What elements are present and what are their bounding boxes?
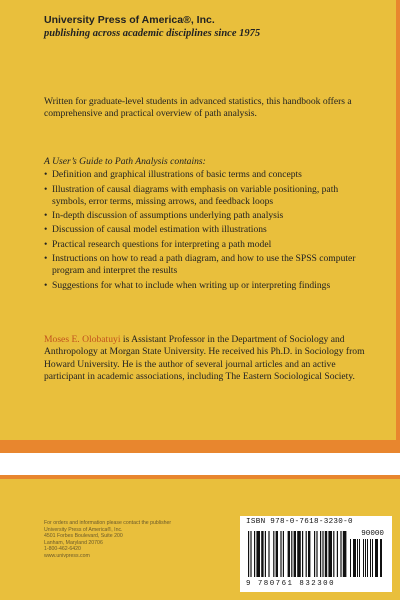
barcode-icon xyxy=(246,529,386,579)
barcode-bar xyxy=(302,531,303,577)
list-item-text: In-depth discussion of assumptions underlying path analysis xyxy=(52,210,284,222)
ean-digits: 9 780761 832300 xyxy=(246,580,336,588)
order-info xyxy=(44,520,214,560)
barcode-bar xyxy=(359,539,360,577)
bullet-icon: • xyxy=(44,169,48,181)
order-info-line: For orders and information please contact the publisher xyxy=(44,520,172,526)
author-name: Moses E. Olobatuyi xyxy=(44,334,121,345)
barcode-bar xyxy=(343,531,347,577)
price-code: 90000 xyxy=(361,530,384,538)
barcode-bar xyxy=(283,531,284,577)
list-item xyxy=(44,239,372,251)
bullet-icon: • xyxy=(44,224,48,236)
barcode-bar xyxy=(365,539,366,577)
barcode-bar xyxy=(370,539,371,577)
barcode-bar xyxy=(297,531,301,577)
publisher-header xyxy=(44,14,374,40)
barcode-bar xyxy=(308,531,310,577)
list-item-text: Instructions on how to read a path diagram, and how to use the SPSS computer program and interpret the results xyxy=(52,253,356,277)
list-item-text: Illustration of causal diagrams with emphasis on variable positioning, path symbols, error terms, missing arrows, and feedback loops xyxy=(52,183,339,207)
list-item xyxy=(44,169,372,181)
barcode-bar xyxy=(288,531,290,577)
bullet-icon: • xyxy=(44,253,48,265)
bullet-icon: • xyxy=(44,238,48,250)
barcode-bar xyxy=(340,531,341,577)
book-title: A User’s Guide to Path Analysis xyxy=(44,156,168,167)
barcode-bar xyxy=(291,531,292,577)
barcode-bar xyxy=(256,531,260,577)
bullet-icon: • xyxy=(44,210,48,222)
order-info-line: 4501 Forbes Boulevard, Suite 200 xyxy=(44,533,123,540)
barcode-bar xyxy=(350,539,351,577)
bullet-icon: • xyxy=(44,279,48,291)
barcode-bar xyxy=(357,539,358,577)
barcode-bar xyxy=(261,531,263,577)
barcode-bar xyxy=(372,539,373,577)
barcode-bar xyxy=(322,531,323,577)
contents-lead-suffix: contains: xyxy=(167,156,206,167)
white-band xyxy=(0,453,400,475)
order-info-line: 1-800-462-6420 xyxy=(44,546,81,553)
right-edge-accent-bar xyxy=(396,0,400,448)
barcode-bar xyxy=(294,531,296,577)
barcode-bar xyxy=(316,531,317,577)
barcode-bar xyxy=(276,531,278,577)
publisher-tagline: publishing across academic disciplines since 1975 xyxy=(44,28,261,39)
barcode-bar xyxy=(375,539,378,577)
barcode-bar xyxy=(273,531,274,577)
list-item xyxy=(44,224,372,236)
author-bio-text: is Assistant Professor in the Department of Sociology and Anthropology at Morgan State University. He received his Ph.D. in Sociology from Howard University. He is the author of several journal articles and an active participant in academic associations, including The Eastern Sociological Society. xyxy=(44,334,365,382)
barcode-bar xyxy=(265,531,266,577)
list-item xyxy=(44,210,372,222)
list-item-text: Practical research questions for interpreting a path model xyxy=(52,238,272,250)
contents-lead xyxy=(44,156,372,168)
barcode-bar xyxy=(254,531,255,577)
publisher-name: University Press of America®, Inc. xyxy=(44,14,215,26)
barcode-bar xyxy=(367,539,368,577)
barcode-bar xyxy=(337,531,338,577)
barcode-bar xyxy=(325,531,327,577)
barcode-bar xyxy=(248,531,249,577)
barcode-box xyxy=(240,516,392,592)
list-item-text: Suggestions for what to include when writing up or interpreting findings xyxy=(52,279,331,291)
barcode-bar xyxy=(314,531,315,577)
order-info-line: www.univpress.com xyxy=(44,552,90,559)
contents-section xyxy=(44,156,372,294)
barcode-bar xyxy=(306,531,307,577)
barcode-bar xyxy=(280,531,281,577)
bullet-icon: • xyxy=(44,183,48,195)
barcode-bar xyxy=(380,539,382,577)
barcode-bar xyxy=(320,531,321,577)
barcode-bar xyxy=(328,531,332,577)
barcode-bar xyxy=(353,539,356,577)
author-bio xyxy=(44,334,372,383)
isbn-label: ISBN 978-0-7618-3230-0 xyxy=(246,518,353,526)
list-item-text: Discussion of causal model estimation with illustrations xyxy=(52,224,267,236)
list-item-text: Definition and graphical illustrations of basic terms and concepts xyxy=(52,169,302,181)
order-info-line: University Press of America®, Inc. xyxy=(44,526,123,533)
barcode-bar xyxy=(268,531,269,577)
barcode-bar xyxy=(363,539,364,577)
intro-paragraph: Written for graduate-level students in advanced statistics, this handbook offers a comprehensive and practical overview of path analysis. xyxy=(44,96,352,120)
order-info-line: Lanham, Maryland 20706 xyxy=(44,539,103,546)
list-item xyxy=(44,280,372,292)
barcode-bar xyxy=(333,531,334,577)
orange-band xyxy=(0,440,400,453)
barcode-bar xyxy=(250,531,251,577)
list-item xyxy=(44,184,372,209)
list-item xyxy=(44,253,372,278)
contents-list xyxy=(44,169,372,292)
